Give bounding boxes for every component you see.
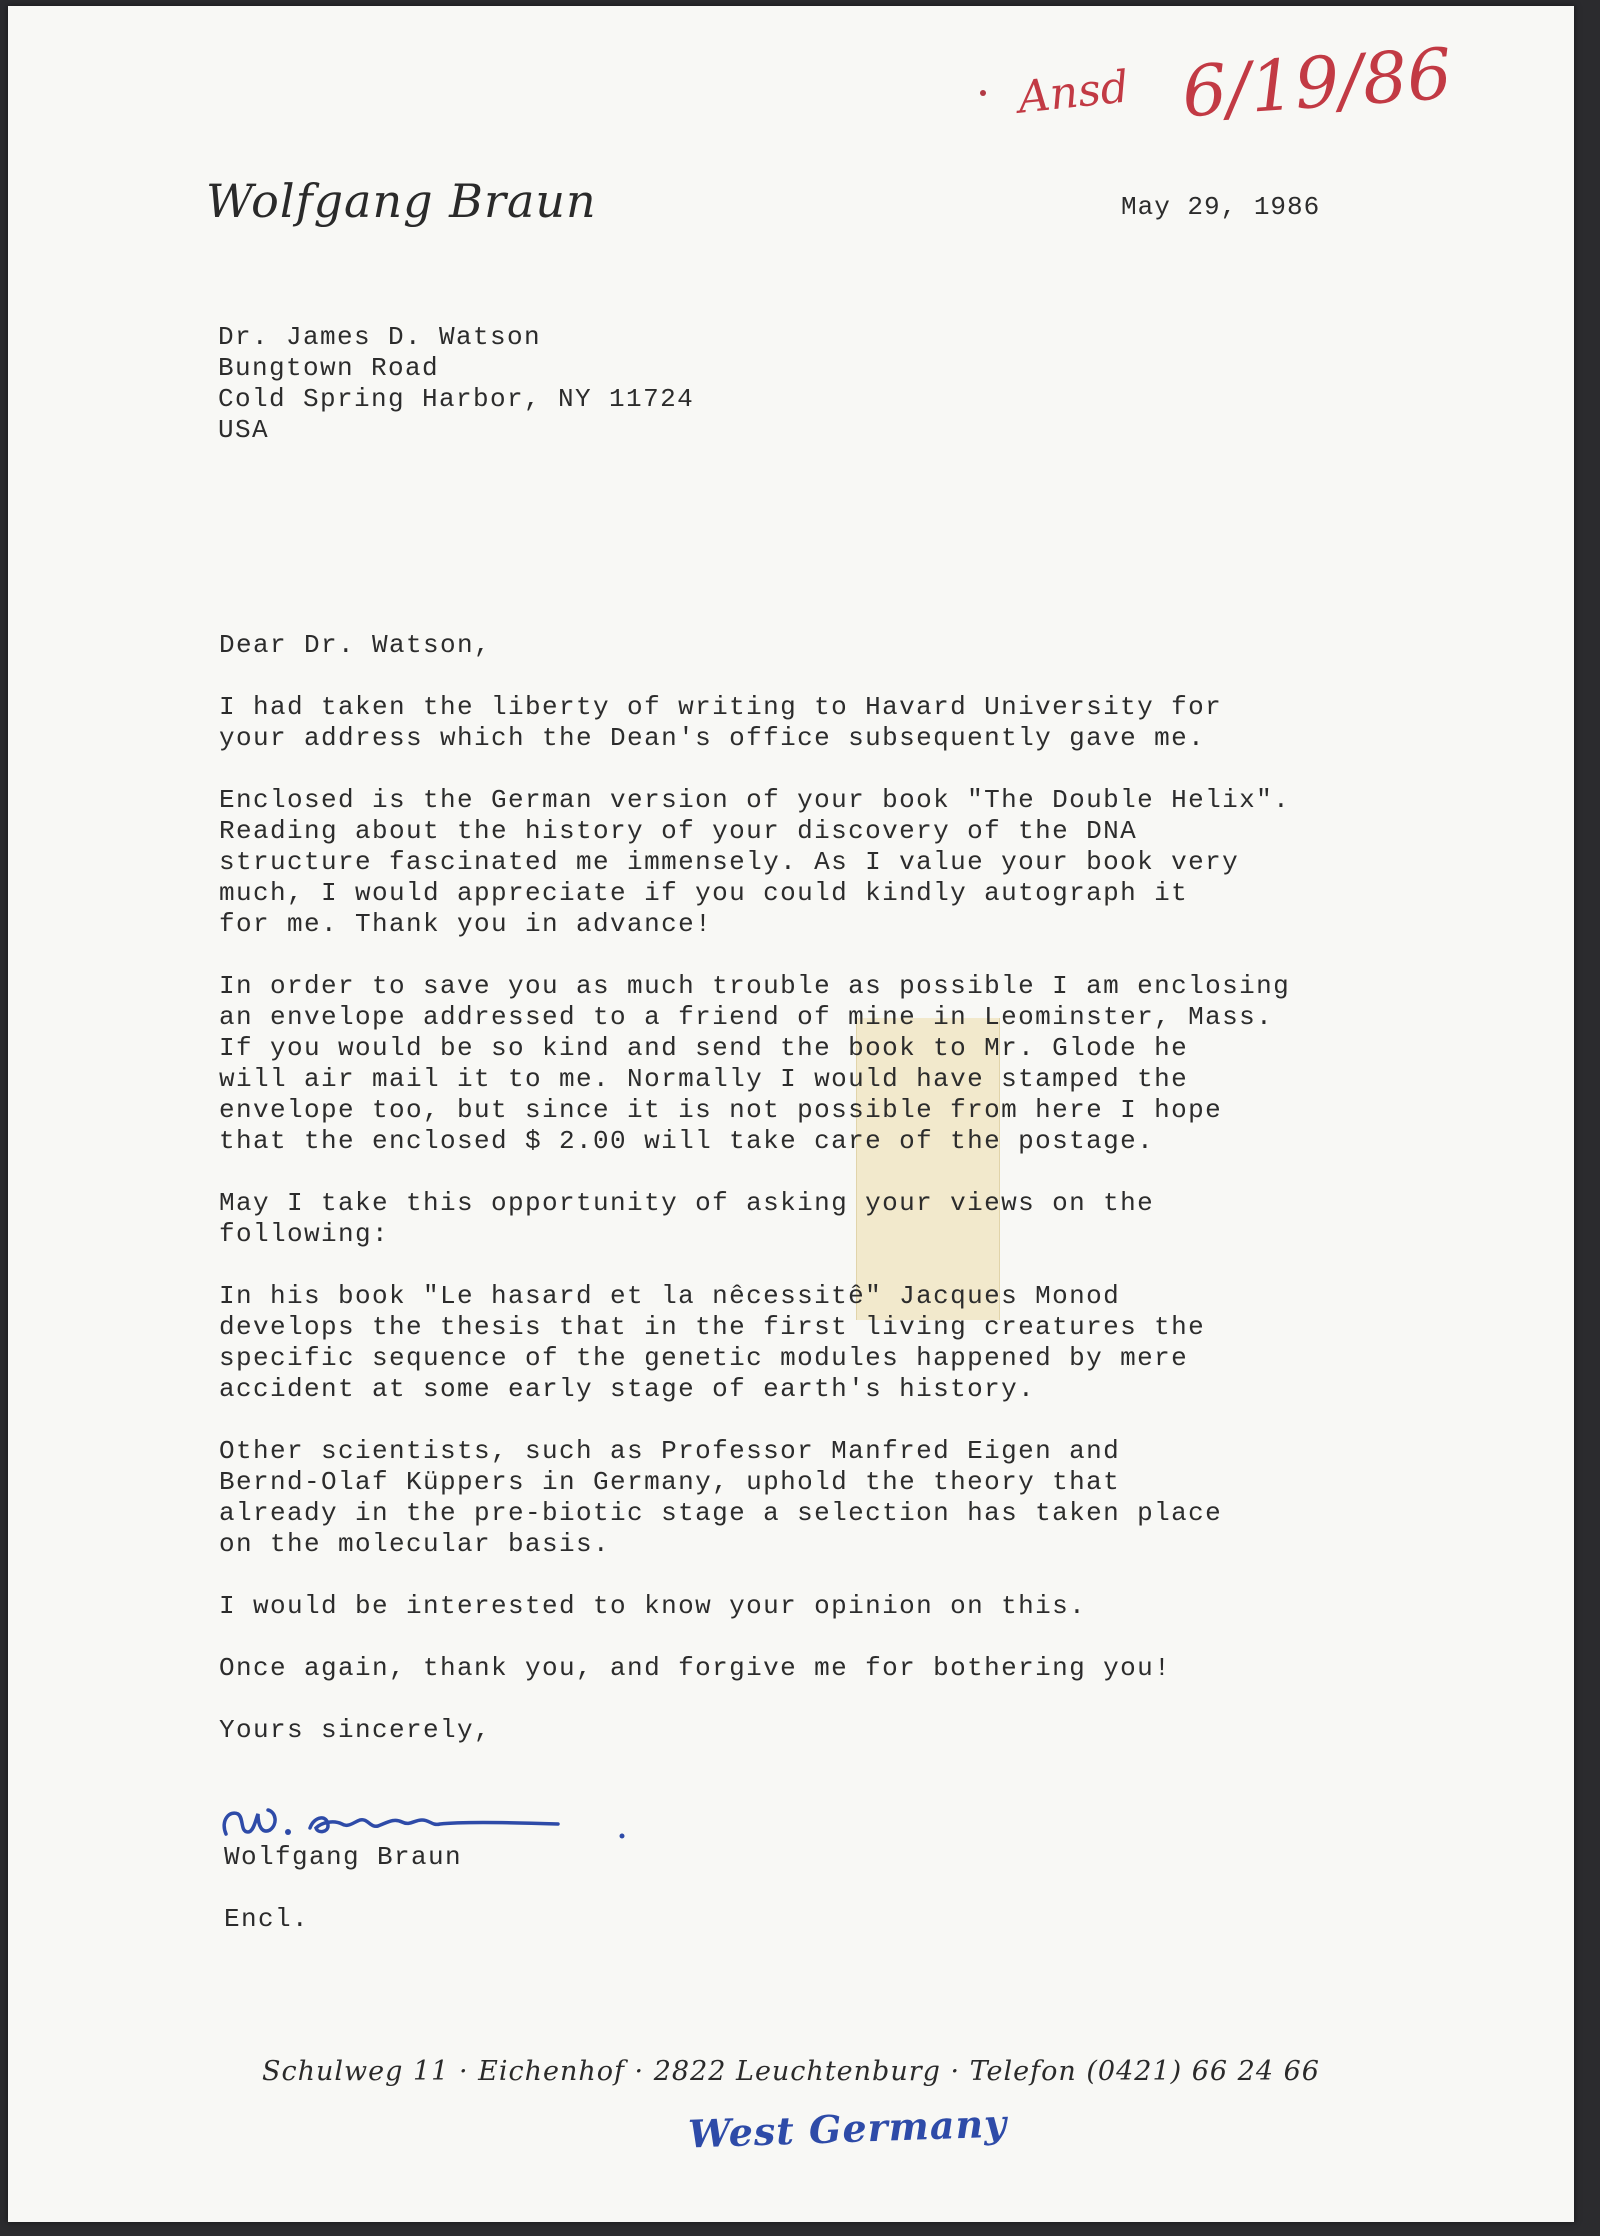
paragraph <box>219 971 1439 1157</box>
typed-signature-name: Wolfgang Braun <box>224 1842 463 1872</box>
body-line: already in the pre-biotic stage a selection has taken place <box>219 1498 1223 1528</box>
paragraph <box>219 785 1439 940</box>
body-line: structure fascinated me immensely. As I value your book very <box>219 847 1240 877</box>
body-line: will air mail it to me. Normally I would have stamped the <box>219 1064 1189 1094</box>
enclosure-note: Encl. <box>224 1904 310 1934</box>
body-line: for me. Thank you in advance! <box>219 909 713 939</box>
ink-dot <box>980 90 986 96</box>
body-line: I had taken the liberty of writing to Havard University for <box>219 692 1223 722</box>
body-line: following: <box>219 1219 390 1249</box>
body-line: In order to save you as much trouble as possible I am enclosing <box>219 971 1291 1001</box>
salutation-text: Dear Dr. Watson, <box>219 630 492 660</box>
letterhead-footer-address: Schulweg 11 · Eichenhof · 2822 Leuchtenburg · Telefon (0421) 66 24 66 <box>262 2056 1320 2087</box>
address-line: Bungtown Road <box>218 353 440 383</box>
address-line: USA <box>218 415 270 445</box>
body-line: If you would be so kind and send the book to Mr. Glode he <box>219 1033 1189 1063</box>
handwritten-annotation <box>1015 32 1455 134</box>
body-line: much, I would appreciate if you could kindly autograph it <box>219 878 1189 908</box>
letter-page <box>8 6 1574 2222</box>
body-line: develops the thesis that in the first living creatures the <box>219 1312 1206 1342</box>
closing-line: Yours sincerely, <box>219 1715 492 1745</box>
body-line: your address which the Dean's office subsequently gave me. <box>219 723 1206 753</box>
body-line: that the enclosed $ 2.00 will take care of the postage. <box>219 1126 1155 1156</box>
address-line: Dr. James D. Watson <box>218 322 542 352</box>
annotation-date: 6/19/86 <box>1179 32 1455 134</box>
body-line: I would be interested to know your opinion on this. <box>219 1591 1087 1621</box>
body-line: In his book "Le hasard et la nêcessitê" Jacques Monod <box>219 1281 1121 1311</box>
body-line: May I take this opportunity of asking your views on the <box>219 1188 1155 1218</box>
letter-body <box>219 630 1439 1777</box>
handwritten-country-note: West Germany <box>687 2100 1008 2157</box>
body-line: specific sequence of the genetic modules happened by mere <box>219 1343 1189 1373</box>
closing <box>219 1715 1439 1746</box>
annotation-word: Ansd <box>1015 61 1132 124</box>
paragraph <box>219 1188 1439 1250</box>
address-line: Cold Spring Harbor, NY 11724 <box>218 384 695 414</box>
body-line: accident at some early stage of earth's history. <box>219 1374 1036 1404</box>
body-line: an envelope addressed to a friend of mine in Leominster, Mass. <box>219 1002 1274 1032</box>
paragraph <box>219 1281 1439 1405</box>
paragraph <box>219 1653 1439 1684</box>
body-line: Bernd-Olaf Küppers in Germany, uphold the theory that <box>219 1467 1121 1497</box>
paragraph <box>219 1436 1439 1560</box>
letterhead-name: Wolfgang Braun <box>206 174 597 228</box>
letter-date: May 29, 1986 <box>1121 192 1321 222</box>
body-line: Other scientists, such as Professor Manfred Eigen and <box>219 1436 1121 1466</box>
salutation <box>219 630 1439 661</box>
body-line: envelope too, but since it is not possible from here I hope <box>219 1095 1223 1125</box>
body-line: Enclosed is the German version of your book "The Double Helix". <box>219 785 1291 815</box>
body-line: on the molecular basis. <box>219 1529 611 1559</box>
recipient-address <box>218 322 694 446</box>
body-line: Once again, thank you, and forgive me for bothering you! <box>219 1653 1172 1683</box>
body-line: Reading about the history of your discovery of the DNA <box>219 816 1138 846</box>
paragraph <box>219 1591 1439 1622</box>
paragraph <box>219 692 1439 754</box>
